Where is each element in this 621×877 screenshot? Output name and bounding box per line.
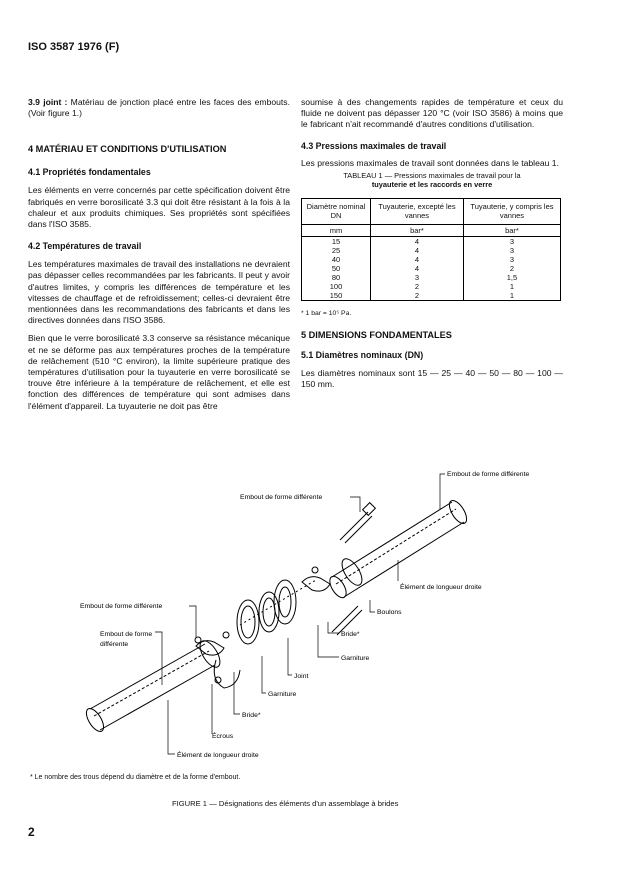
section-5-1-text: Les diamètres nominaux sont 15 — 25 — 40 — 50 — 80 — 100 — 150 mm. xyxy=(301,367,563,390)
left-column xyxy=(28,97,290,412)
label-bride-left: Bride* xyxy=(242,712,261,719)
label-garniture-left: Garniture xyxy=(268,691,297,698)
definition-number: 3.9 xyxy=(28,97,40,107)
section-4-1-title: 4.1 Propriétés fondamentales xyxy=(28,167,151,178)
table-caption xyxy=(301,171,563,189)
label-joint: Joint xyxy=(294,673,309,680)
label-ecrous: Écrous xyxy=(212,733,234,740)
section-4-2-title: 4.2 Températures de travail xyxy=(28,241,142,252)
lower-pipe xyxy=(83,638,224,735)
label-embout-left-2a: Embout de forme xyxy=(100,631,153,638)
table-cell: 4 xyxy=(371,236,464,246)
table-row xyxy=(302,264,561,273)
table-cell: 1 xyxy=(463,291,560,301)
label-boulons: Boulons xyxy=(377,609,402,616)
table-caption-line-2: tuyauterie et les raccords en verre xyxy=(371,179,493,189)
section-5-1-title: 5.1 Diamètres nominaux (DN) xyxy=(301,349,424,360)
right-column xyxy=(301,97,563,390)
table-cell: 150 xyxy=(302,291,371,301)
table-header-without-valves: Tuyauterie, excepté les vannes xyxy=(371,198,464,224)
pressure-table xyxy=(301,198,561,301)
label-element-left: Élément de longueur droite xyxy=(177,752,259,759)
table-cell: 2 xyxy=(463,264,560,273)
table-row xyxy=(302,236,561,246)
table-cell: 3 xyxy=(463,246,560,255)
table-cell: 80 xyxy=(302,273,371,282)
table-cell: 1 xyxy=(463,282,560,291)
table-cell: 3 xyxy=(371,273,464,282)
continued-text: soumise à des changements rapides de température et ceux du fluide ne doivent pas dépasser 120 °C (voir ISO 3586) à moins que le fabricant n'ait recommandé d'autres conditions d'utilisation. xyxy=(301,97,563,130)
table-cell: 15 xyxy=(302,236,371,246)
table-row xyxy=(302,255,561,264)
label-garniture-right: Garniture xyxy=(341,655,370,662)
label-embout-left-2b: différente xyxy=(100,641,129,648)
document-id: ISO 3587 1976 (F) xyxy=(28,41,120,53)
table-cell: 1,5 xyxy=(463,273,560,282)
section-4-3-text: Les pressions maximales de travail sont données dans le tableau 1. xyxy=(301,157,559,168)
page-number: 2 xyxy=(28,825,35,839)
label-bride-right: Bride* xyxy=(341,631,360,638)
label-embout-left-1: Embout de forme différente xyxy=(80,603,163,610)
table-cell: 40 xyxy=(302,255,371,264)
table-unit: bar* xyxy=(463,224,560,236)
table-caption-line-1: TABLEAU 1 — Pressions maximales de travail pour la xyxy=(343,170,521,180)
table-cell: 100 xyxy=(302,282,371,291)
table-row xyxy=(302,246,561,255)
section-4-2-paragraph-2: Bien que le verre borosilicaté 3.3 conserve sa résistance mécanique et ne se déforme pas aux températures proches de la température de relâchement (510 °C environ), la limite supérieure pratique des températures d'utilisation pour la tuyauterie en verre borosilicaté se trouve être inférieure à la température de relâchement, et elle est fonction des différences de température qui sont admises dans l'élément d'appareil. La tuyauterie ne doit pas être xyxy=(28,333,290,411)
table-cell: 4 xyxy=(371,255,464,264)
label-element-right: Élément de longueur droite xyxy=(400,584,482,591)
table-cell: 4 xyxy=(371,246,464,255)
table-header-with-valves: Tuyauterie, y compris les vannes xyxy=(463,198,560,224)
table-cell: 3 xyxy=(463,236,560,246)
definition-text: Matériau de jonction placé entre les faces des embouts. (Voir figure 1.) xyxy=(28,97,290,119)
table-unit: bar* xyxy=(371,224,464,236)
gaskets xyxy=(237,580,296,644)
definition-3-9 xyxy=(28,97,290,119)
table-row xyxy=(302,291,561,301)
flanges xyxy=(196,577,330,688)
table-cell: 50 xyxy=(302,264,371,273)
label-embout-top-middle: Embout de forme différente xyxy=(240,494,323,501)
table-footnote: * 1 bar = 10⁵ Pa. xyxy=(301,309,352,317)
flange-assembly-figure xyxy=(0,460,621,765)
section-4-title: 4 MATÉRIAU ET CONDITIONS D'UTILISATION xyxy=(28,144,227,155)
table-unit: mm xyxy=(302,224,371,236)
table-cell: 3 xyxy=(463,255,560,264)
table-cell: 2 xyxy=(371,291,464,301)
section-4-1-text: Les éléments en verre concernés par cette spécification doivent être fabriqués en verre borosilicaté 3.3 qui doit être résistant à la fois à la chaleur et aux produits chimiques. Ses propriétés sont spécifiées dans l'ISO 3585. xyxy=(28,185,290,230)
figure-caption: FIGURE 1 — Désignations des éléments d'un assemblage à brides xyxy=(172,799,399,808)
table-cell: 4 xyxy=(371,264,464,273)
table-header-dn: Diamètre nominal DN xyxy=(302,198,371,224)
section-5-title: 5 DIMENSIONS FONDAMENTALES xyxy=(301,329,452,340)
section-4-3-title: 4.3 Pressions maximales de travail xyxy=(301,140,447,151)
definition-term: joint : xyxy=(43,97,68,107)
label-embout-top-right: Embout de forme différente xyxy=(447,471,530,478)
table-row xyxy=(302,282,561,291)
table-cell: 25 xyxy=(302,246,371,255)
figure-note: * Le nombre des trous dépend du diamètre et de la forme d'embout. xyxy=(30,774,241,781)
table-cell: 2 xyxy=(371,282,464,291)
section-4-2-paragraph-1: Les températures maximales de travail des installations ne devraient pas dépasser celles recommandées par les fabricants. Il peut y avoir d'autres limites, y compris les différences de température et les vitesses de chauffage et de refroidissement; celles-ci devraient être mentionnées dans les recommandations des fabricants et dans les directives données dans l'ISO 3586. xyxy=(28,259,290,326)
bolts xyxy=(240,503,375,635)
table-row xyxy=(302,273,561,282)
